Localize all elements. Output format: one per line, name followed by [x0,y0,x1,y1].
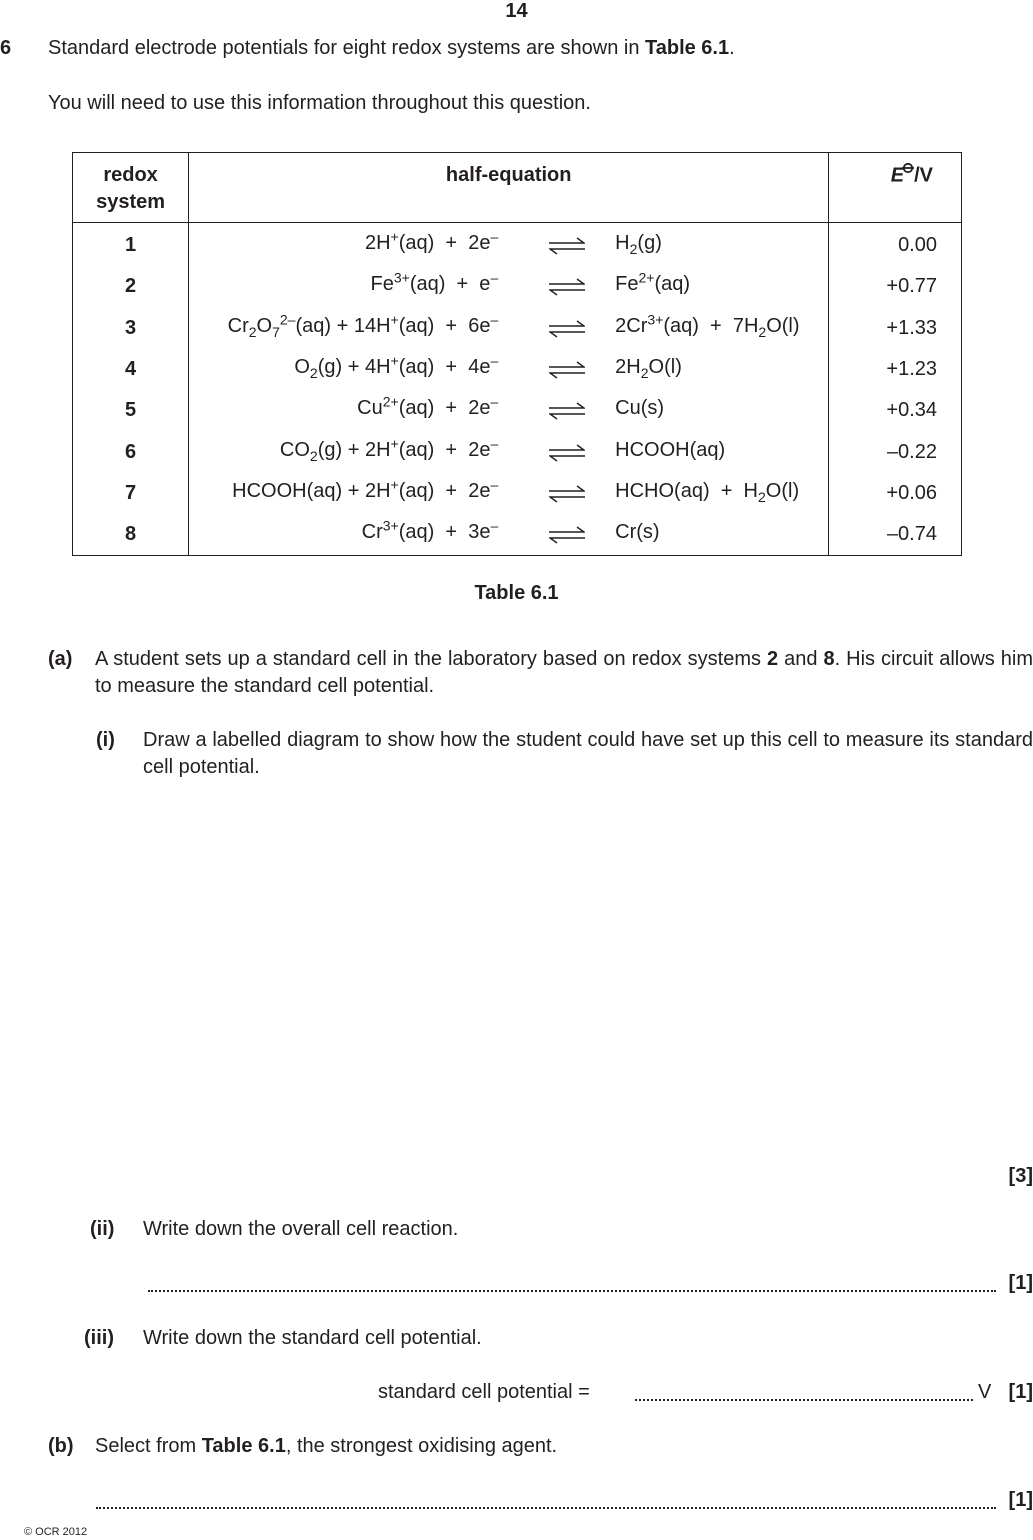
equation-rhs: $H_2(g)$ [615,232,662,258]
table-row [73,349,962,390]
part-a-text: A student sets up a standard cell in the laboratory based on redox systems 2 and 8. His circuit allows him to measure the standard cell potential. [95,648,1033,697]
system-number: 2 [73,266,189,307]
equation-rhs: $2Cr^{3+}(aq) + 7H_2O(l)$ [615,311,800,340]
electrode-potential: +0.77 [829,266,962,307]
part-a-iii-marks: [1] [1008,1381,1033,1403]
part-a-ii-text: Write down the overall cell reaction. [143,1218,459,1240]
diagram-answer-area[interactable] [143,790,1033,1145]
equation-rhs: HCHO(aq) + $H_2O(l)$ [615,479,800,505]
table-caption: Table 6.1 [474,582,559,604]
redox-table [72,152,962,556]
page-number: 14 [505,0,528,22]
part-a-i-marks: [3] [1008,1165,1033,1187]
system-number: 5 [73,390,189,431]
equation-lhs: $Cu^{2+}(aq) + 2e^-$ [357,393,499,420]
question-intro [48,35,735,62]
header-redox-system: redox system [73,153,189,223]
equilibrium-arrow-icon [549,319,585,339]
equilibrium-arrow-icon [549,525,585,545]
instruction: You will need to use this information throughout this question. [48,92,591,114]
table-row [73,514,962,556]
table-row [73,473,962,514]
part-a-ii-marks: [1] [1008,1272,1033,1294]
equilibrium-arrow-icon [549,484,585,504]
equation-lhs: $Fe^{3+}(aq) + e^-$ [370,269,499,296]
equation-lhs: $Cr^{3+}(aq) + 3e^-$ [361,517,499,544]
cell-potential-unit: V [978,1381,992,1403]
equation-rhs: $Fe^{2+}(aq)$ [615,269,691,296]
electrode-potential: +0.34 [829,390,962,431]
electrode-potential: +0.06 [829,473,962,514]
equation-rhs: Cu(s) [615,397,665,420]
system-number: 1 [73,223,189,267]
intro-period: . [729,37,735,59]
equilibrium-arrow-icon [549,277,585,297]
electrode-potential: +1.23 [829,349,962,390]
part-b-answer-line[interactable] [96,1507,996,1509]
equilibrium-arrow-icon [549,443,585,463]
table-row [73,431,962,472]
part-b-text: Select from Table 6.1, the strongest oxidising agent. [95,1435,558,1457]
system-number: 3 [73,308,189,349]
equation-rhs: Cr(s) [615,521,660,544]
part-b-marks: [1] [1008,1489,1033,1511]
part-a-label: (a) [48,648,73,670]
copyright-footer: © OCR 2012 [24,1526,88,1538]
part-a-ii-answer-line[interactable] [148,1290,996,1292]
table-row [73,266,962,307]
electrode-potential: 0.00 [829,223,962,267]
equation-lhs: $CO_2(g) + 2H^+(aq) + 2e^-$ [279,434,499,464]
equation-rhs: HCOOH(aq) [615,438,726,461]
part-a-iii-label: (iii) [84,1327,114,1349]
equation-lhs: $O_2(g) + 4H^+(aq) + 4e^-$ [294,352,499,382]
equation-lhs: $Cr_2O_7^{2-}(aq) + 14H^+(aq) + 6e^-$ [227,311,499,340]
table-row [73,390,962,431]
question-number: 6 [0,37,12,59]
header-e-standard: E /V [829,153,962,223]
equation-lhs: 2H+(aq) + 2e– [364,228,499,255]
equilibrium-arrow-icon [549,360,585,380]
standard-state-icon [902,162,914,174]
electrode-potential: –0.74 [829,514,962,556]
system-number: 6 [73,431,189,472]
electrode-potential: +1.33 [829,308,962,349]
equation-rhs: $2H_2O(l)$ [615,356,682,382]
table-reference: Table 6.1 [645,37,730,59]
cell-potential-answer-line[interactable] [635,1399,973,1401]
system-number: 8 [73,514,189,556]
part-a-ii-label: (ii) [90,1218,115,1240]
electrode-potential: –0.22 [829,431,962,472]
intro-text: Standard electrode potentials for eight redox systems are shown in [48,37,645,59]
part-a-i-text: Draw a labelled diagram to show how the student could have set up this cell to measure its standard cell potential. [143,729,1033,778]
table-row [73,308,962,349]
system-number: 7 [73,473,189,514]
header-half-equation: half-equation [189,153,829,223]
part-a-i-label: (i) [96,729,115,751]
part-a-iii-text: Write down the standard cell potential. [143,1327,482,1349]
part-b-label: (b) [48,1435,74,1457]
system-number: 4 [73,349,189,390]
cell-potential-label: standard cell potential = [378,1381,590,1403]
table-row [73,223,962,267]
equilibrium-arrow-icon [549,236,585,256]
equilibrium-arrow-icon [549,401,585,421]
equation-lhs: HCOOH(aq) + 2H+(aq) + 2e– [232,476,499,502]
